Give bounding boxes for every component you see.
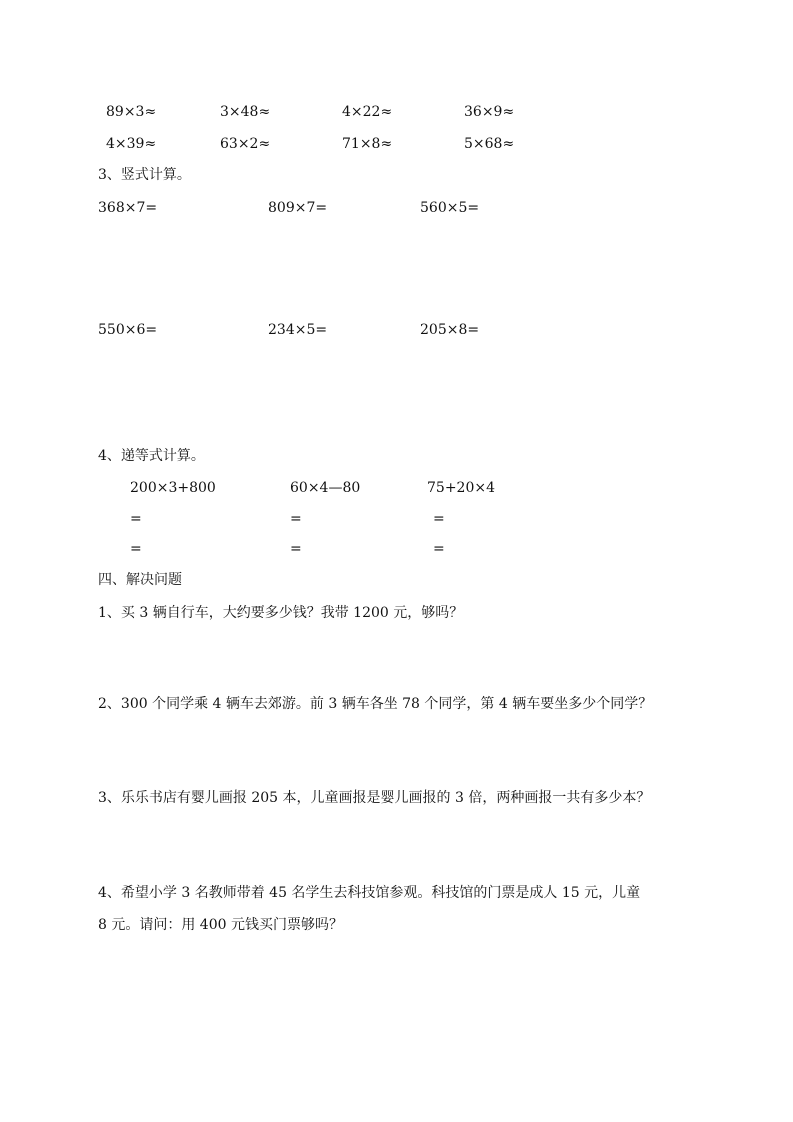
- stepwise-problem: 60×4—80: [290, 480, 361, 496]
- equals-sign: =: [433, 541, 445, 557]
- estimation-item: 71×8≈: [342, 136, 393, 152]
- estimation-item: 5×68≈: [464, 136, 515, 152]
- vertical-problem: 368×7=: [98, 200, 158, 216]
- vertical-problem: 809×7=: [268, 200, 328, 216]
- estimation-item: 63×2≈: [220, 136, 271, 152]
- vertical-problem: 234×5=: [268, 322, 328, 338]
- stepwise-problem: 200×3+800: [130, 480, 216, 496]
- estimation-item: 89×3≈: [106, 104, 157, 120]
- estimation-item: 3×48≈: [220, 104, 271, 120]
- vertical-problem: 550×6=: [98, 322, 158, 338]
- word-problem-2: 2、300 个同学乘 4 辆车去郊游。前 3 辆车各坐 78 个同学，第 4 辆车要坐多少个同学？: [98, 696, 653, 712]
- equals-sign: =: [290, 541, 302, 557]
- vertical-problem: 205×8=: [420, 322, 480, 338]
- stepwise-problem: 75+20×4: [427, 480, 495, 496]
- section-heading-word-problems: 四、解决问题: [98, 572, 182, 588]
- word-problem-4-line-2: 8 元。请问：用 400 元钱买门票够吗？: [98, 917, 343, 933]
- word-problem-1: 1、买 3 辆自行车，大约要多少钱？我带 1200 元，够吗？: [98, 605, 464, 621]
- section-heading-stepwise: 4、递等式计算。: [98, 448, 205, 464]
- estimation-item: 4×22≈: [342, 104, 393, 120]
- equals-sign: =: [130, 511, 142, 527]
- estimation-item: 4×39≈: [106, 136, 157, 152]
- estimation-item: 36×9≈: [464, 104, 515, 120]
- word-problem-4-line-1: 4、希望小学 3 名教师带着 45 名学生去科技馆参观。科技馆的门票是成人 15 元，儿童: [98, 885, 641, 901]
- equals-sign: =: [433, 511, 445, 527]
- section-heading-vertical: 3、竖式计算。: [98, 167, 191, 183]
- word-problem-3: 3、乐乐书店有婴儿画报 205 本，儿童画报是婴儿画报的 3 倍，两种画报一共有多少本？: [98, 790, 651, 806]
- equals-sign: =: [290, 511, 302, 527]
- equals-sign: =: [130, 541, 142, 557]
- vertical-problem: 560×5=: [420, 200, 480, 216]
